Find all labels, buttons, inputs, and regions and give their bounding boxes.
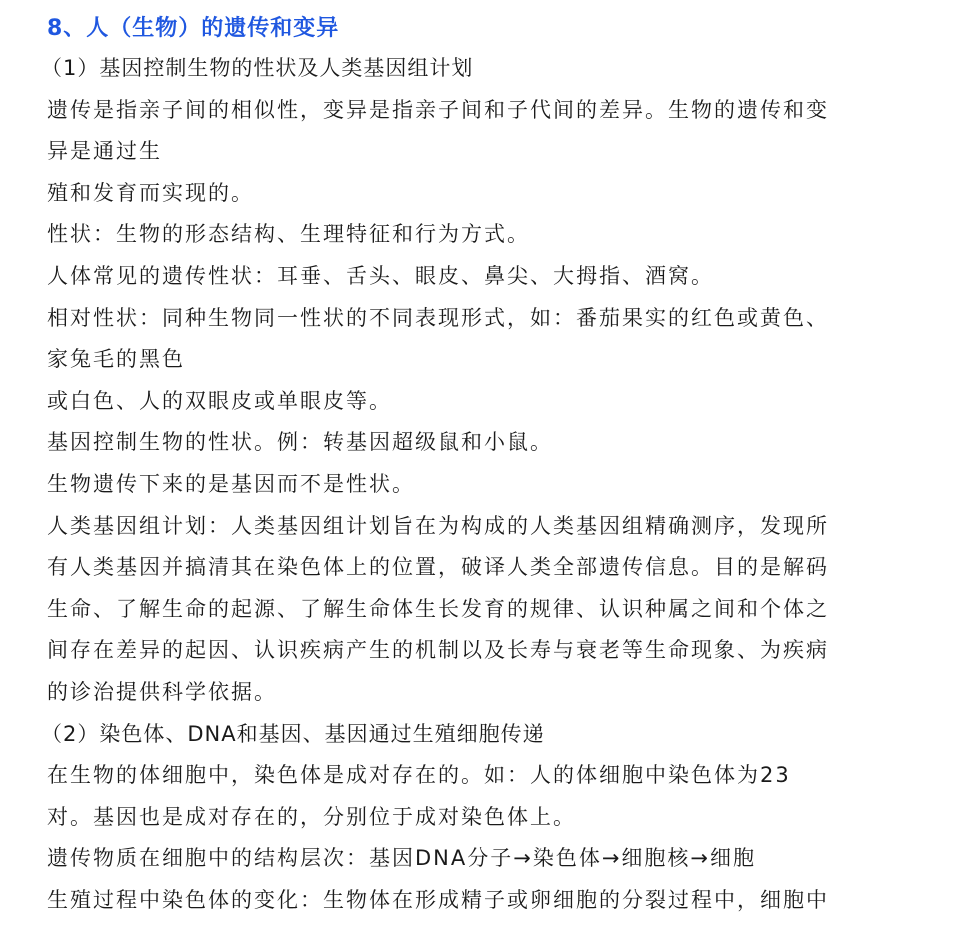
paragraph-line: 殖和发育而实现的。: [47, 180, 254, 205]
subsection-heading-1: （1）基因控制生物的性状及人类基因组计划: [41, 56, 474, 80]
paragraph-line: 有人类基因并搞清其在染色体上的位置，破译人类全部遗传信息。目的是解码: [47, 555, 829, 580]
paragraph-line: 家兔毛的黑色: [47, 347, 185, 372]
paragraph-line: 遗传物质在细胞中的结构层次：基因DNA分子→染色体→细胞核→细胞: [47, 846, 757, 871]
paragraph-line: 基因控制生物的性状。例：转基因超级鼠和小鼠。: [47, 430, 553, 455]
paragraph-line: 异是通过生: [47, 139, 162, 164]
paragraph-line: 生物遗传下来的是基因而不是性状。: [47, 471, 415, 496]
subsection-heading-2: （2）染色体、DNA和基因、基因通过生殖细胞传递: [41, 721, 545, 746]
section-title: 8、人（生物）的遗传和变异: [47, 16, 340, 41]
paragraph-line: 人类基因组计划：人类基因组计划旨在为构成的人类基因组精确测序，发现所: [47, 513, 829, 538]
paragraph-line: 生殖过程中染色体的变化：生物体在形成精子或卵细胞的分裂过程中，细胞中: [47, 887, 829, 912]
paragraph-line: 生命、了解生命的起源、了解生命体生长发育的规律、认识种属之间和个体之: [47, 596, 829, 621]
paragraph-line: 对。基因也是成对存在的，分别位于成对染色体上。: [47, 804, 576, 829]
document-body: [41, 10, 927, 921]
paragraph-line: 的诊治提供科学依据。: [47, 679, 277, 704]
paragraph-line: 人体常见的遗传性状：耳垂、舌头、眼皮、鼻尖、大拇指、酒窝。: [47, 263, 714, 288]
paragraph-line: 间存在差异的起因、认识疾病产生的机制以及长寿与衰老等生命现象、为疾病: [47, 638, 829, 663]
paragraph-line: 遗传是指亲子间的相似性，变异是指亲子间和子代间的差异。生物的遗传和变: [47, 97, 829, 122]
paragraph-line: 在生物的体细胞中，染色体是成对存在的。如：人的体细胞中染色体为23: [47, 763, 791, 788]
paragraph-line: 性状：生物的形态结构、生理特征和行为方式。: [47, 222, 530, 247]
paragraph-line: 相对性状：同种生物同一性状的不同表现形式，如：番茄果实的红色或黄色、: [47, 305, 829, 330]
paragraph-line: 或白色、人的双眼皮或单眼皮等。: [47, 388, 392, 413]
